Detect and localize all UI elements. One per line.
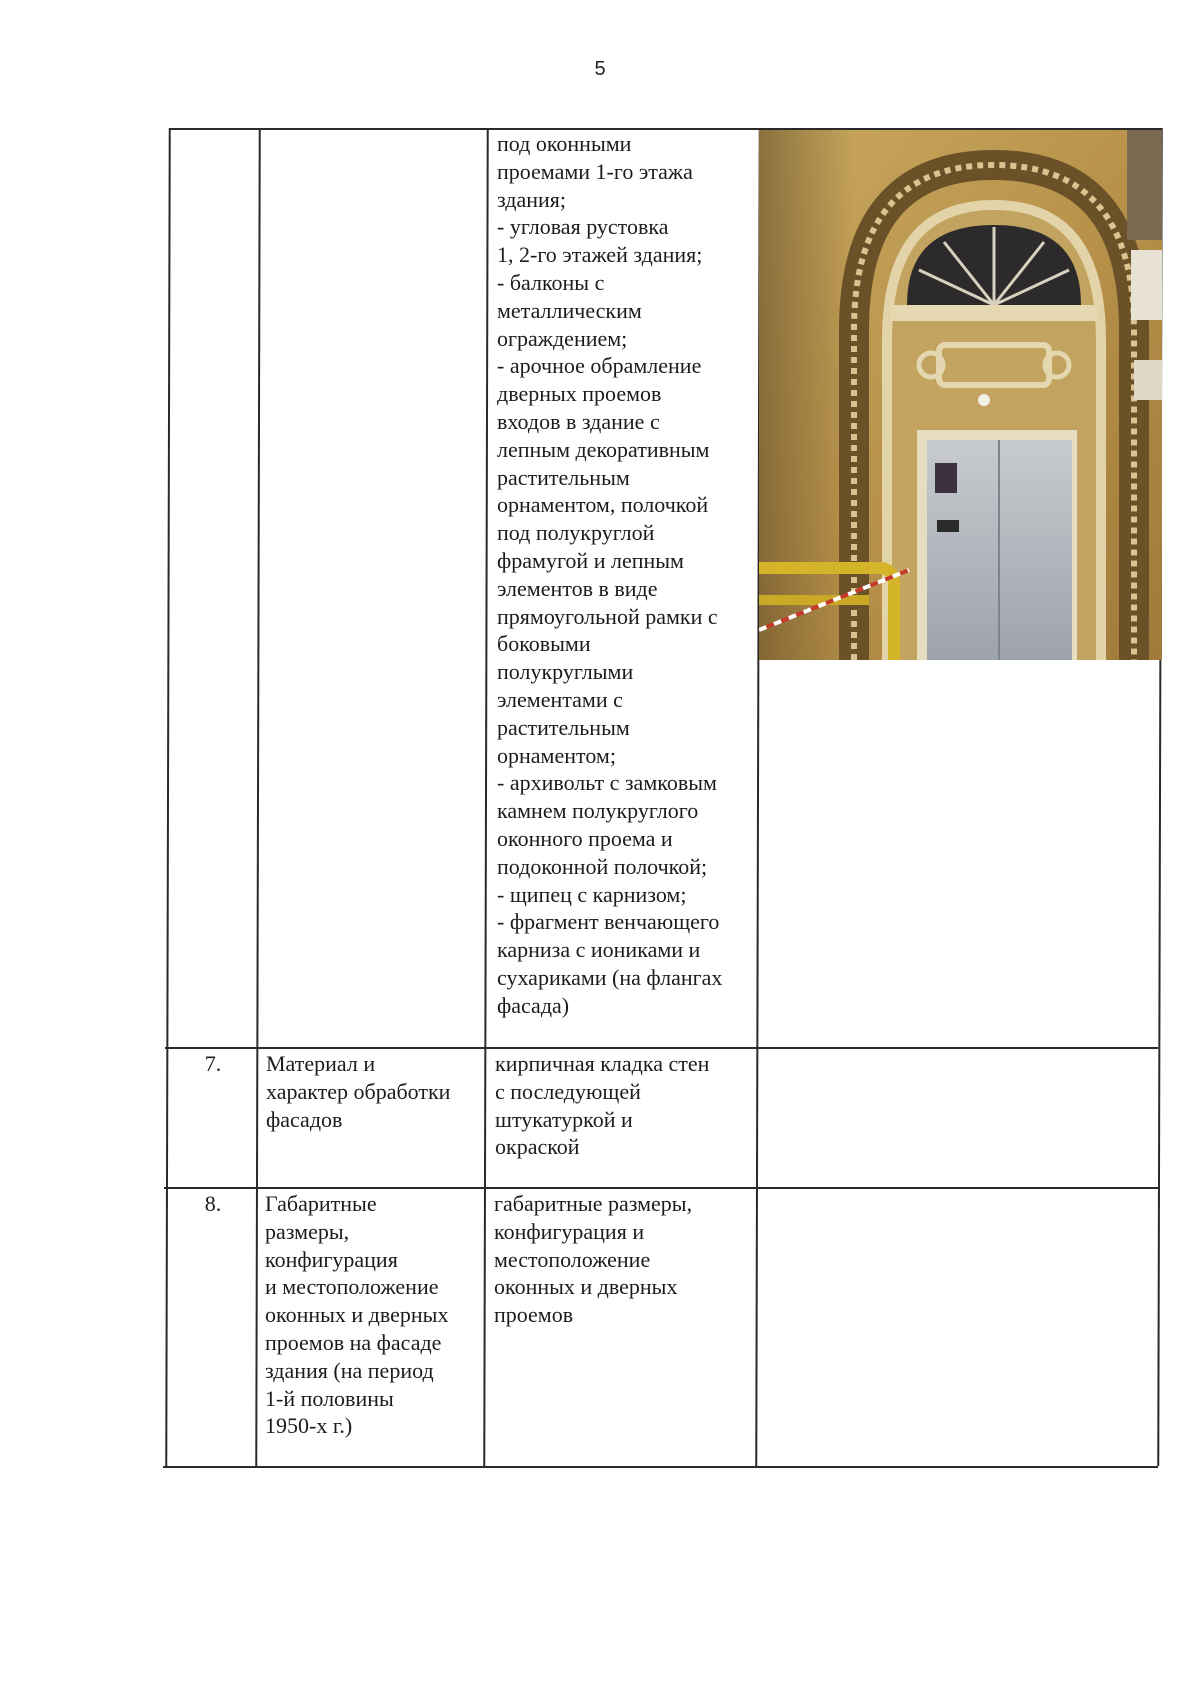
col-divider-1 [255, 128, 260, 1466]
row-7-description: кирпичная кладка стен с последующей штукатуркой и окраской [495, 1051, 710, 1160]
row-7-item: Материал и характер обработки фасадов [266, 1051, 451, 1132]
continuation-description: под оконными проемами 1-го этажа здания; - угловая рустовка 1, 2-го этажей здания; - балконы с металлическим ограждением; - арочное обрамление дверных проемов входов в здание с лепным декоративным растительным орнаментом, полочкой под полукруглой фрамугой и лепным элементов в виде прямоугольной рамки с боковыми полукруглыми элементами с растительным орнаментом; - архивольт с замковым камнем полукруглого оконного проема и подоконной полочкой; - щипец с карнизом; - фрагмент венчающего карниза с иониками и сухариками (на флангах фасада) [497, 131, 723, 1018]
row-7-number: 7. [204, 1051, 222, 1076]
row-8-number: 8. [204, 1191, 222, 1216]
row-divider-bottom [163, 1466, 1158, 1468]
row-8-item: Габаритные размеры, конфигурация и местоположение оконных и дверных проемов на фасаде здания (на период 1-й половины 1950-х г.) [265, 1191, 449, 1439]
building-entrance-photo [759, 130, 1162, 660]
arched-doorway-photo-icon [759, 130, 1162, 660]
row-divider-7 [165, 1047, 1158, 1049]
col-divider-left [165, 128, 170, 1466]
row-divider-8 [164, 1187, 1158, 1189]
page-number: 5 [594, 58, 606, 80]
row-8-description: габаритные размеры, конфигурация и местоположение оконных и дверных проемов [494, 1191, 693, 1328]
